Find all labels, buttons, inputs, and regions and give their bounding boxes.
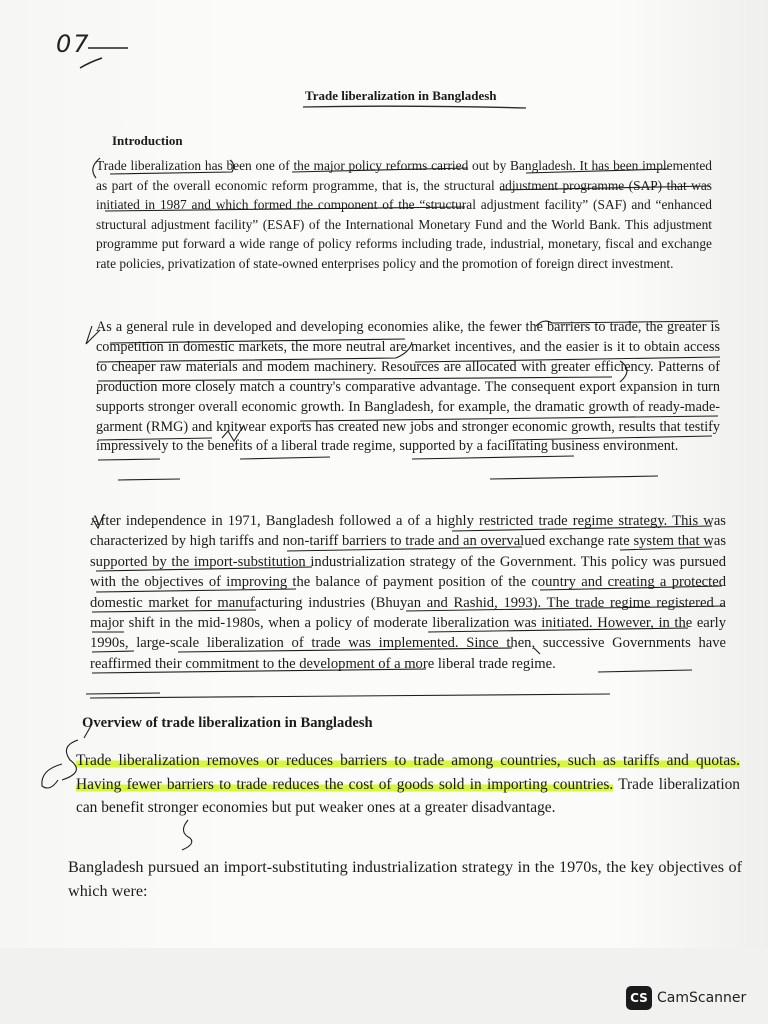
document-title: Trade liberalization in Bangladesh xyxy=(305,88,497,103)
paragraph-general-rule: As a general rule in developed and developing economies alike, the fewer the barriers to trade, the greater is competition in domestic markets, the more neutral are market incentives, and the easier is it to obtain access to cheaper raw materials and modem machinery. Resources are allocated with greater efficiency. Patterns of production more closely match a country's comparative advantage. The consequent export expansion in turn supports stronger overall economic growth. In Bangladesh, for example, the dramatic growth of ready-made-garment (RMG) and knitwear exports has created new jobs and stronger economic growth, results that testify impressively to the benefits of a liberal trade regime, supported by a facilitating business environment. xyxy=(96,319,720,455)
overview-text: Trade liberalization can benefit stronger economies but put weaker ones at a greater disadvantage. xyxy=(76,775,740,817)
paragraph-intro: Trade liberalization has been one of the major policy reforms carried out by Bangladesh. It has been implemented as part of the overall economic reform programme, that is, the structural adjustment programme (SAP) that was initiated in 1987 and which formed the component of the “structural adjustment facility” (SAF) and “enhanced structural adjustment facility” (ESAF) of the International Monetary Fund and the World Bank. This adjustment programme put forward a wide range of policy reforms including trade, industrial, monetary, fiscal and exchange rate policies, privatization of state-owned enterprises policy and the promotion of foreign direct investment. xyxy=(96,158,712,271)
camscanner-label: CamScanner xyxy=(657,990,747,1006)
section-heading-overview: Overview of trade liberalization in Bangladesh xyxy=(82,715,373,731)
camscanner-badge xyxy=(626,986,746,1010)
camscanner-logo-icon: CS xyxy=(626,986,652,1010)
paragraph-overview xyxy=(76,749,740,820)
paragraph-closing: Bangladesh pursued an import-substituting industrialization strategy in the 1970s, the key objectives of which were: xyxy=(68,858,742,900)
section-heading-introduction: Introduction xyxy=(112,133,183,148)
handwritten-page-number: 07 xyxy=(56,30,91,58)
paragraph-after-independence: After independence in 1971, Bangladesh followed a of a highly restricted trade regime strategy. This was characterized by high tariffs and non-tariff barriers to trade and an overvalued exchange rate system that was supported by the import-substitution industrialization strategy of the Government. This policy was pursued with the objectives of improving the balance of payment position of the country and creating a protected domestic market for manufacturing industries (Bhuyan and Rashid, 1993). The trade regime registered a major shift in the mid-1980s, when a policy of moderate liberalization was initiated. However, in the early 1990s, large-scale liberalization of trade was implemented. Since then, successive Governments have reaffirmed their commitment to the development of a more liberal trade regime. xyxy=(90,513,726,672)
highlighted-text: Trade liberalization removes or reduces barriers to trade among countries, such as tariffs and quotas. Having fewer barriers to trade reduces the cost of goods sold in importing countries. xyxy=(76,752,740,793)
